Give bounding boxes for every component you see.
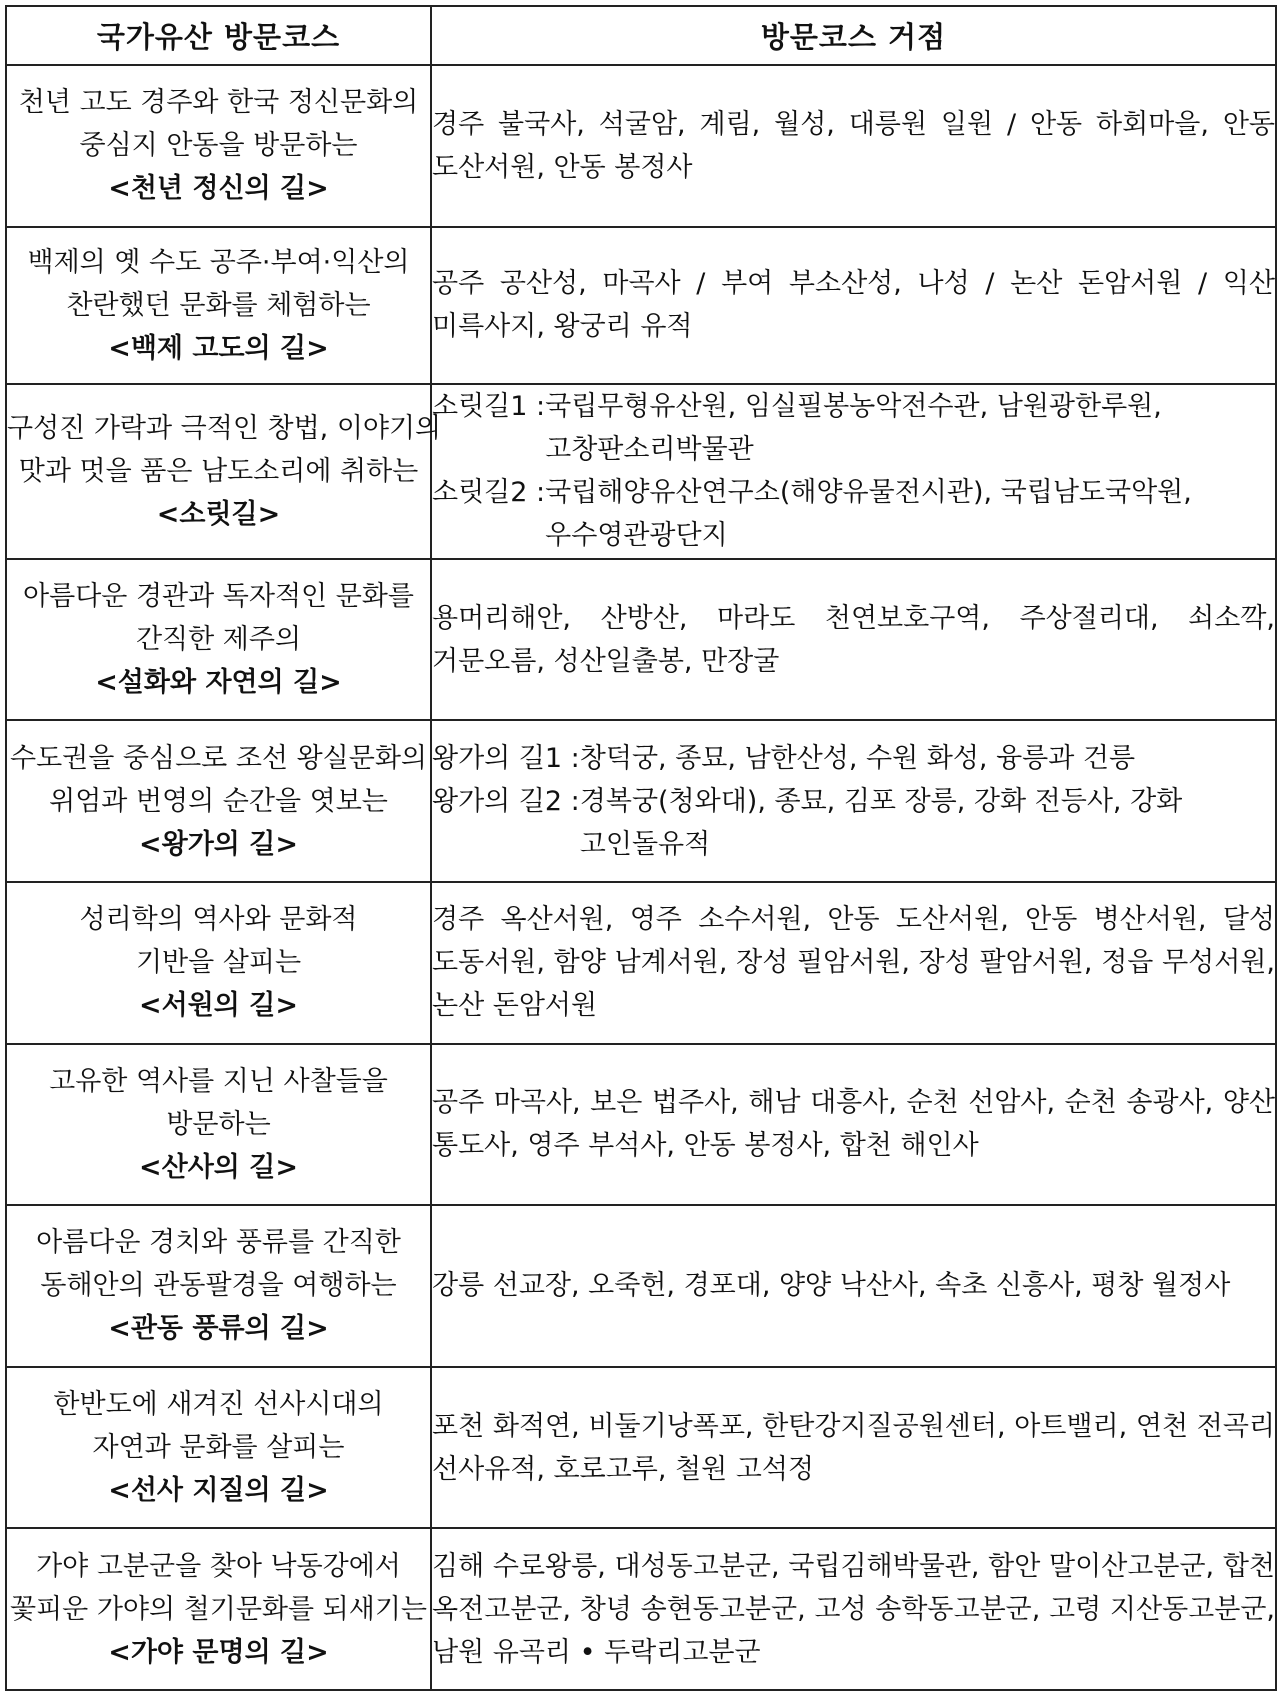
sub-route (432, 780, 1275, 866)
sites-cell: 공주 마곡사, 보은 법주사, 해남 대흥사, 순천 선암사, 순천 송광사, 양산 통도사, 영주 부석사, 안동 봉정사, 합천 해인사 (431, 1044, 1276, 1206)
course-name: <소릿길> (156, 498, 281, 530)
course-cell (6, 882, 431, 1044)
course-cell (6, 1367, 431, 1529)
course-description: 천년 고도 경주와 한국 정신문화의 (18, 87, 419, 119)
sub-route (432, 385, 1275, 471)
course-description: 한반도에 새겨진 선사시대의 (53, 1389, 384, 1421)
sites-cell: 용머리해안, 산방산, 마라도 천연보호구역, 주상절리대, 쇠소깍, 거문오름, 성산일출봉, 만장굴 (431, 559, 1276, 721)
course-name: <가야 문명의 길> (108, 1636, 329, 1668)
sites-cell (431, 720, 1276, 882)
sub-route-sites: 경복궁(청와대), 종묘, 김포 장릉, 강화 전등사, 강화 고인돌유적 (579, 785, 1183, 860)
sites-cell: 김해 수로왕릉, 대성동고분군, 국립김해박물관, 함안 말이산고분군, 합천 옥전고분군, 창녕 송현동고분군, 고성 송학동고분군, 고령 지산동고분군, 남원 유곡리 • 두락리고분군 (431, 1528, 1276, 1690)
course-name: <산사의 길> (139, 1151, 298, 1183)
course-cell (6, 1528, 431, 1690)
sites-cell: 경주 옥산서원, 영주 소수서원, 안동 도산서원, 안동 병산서원, 달성 도동서원, 함양 남계서원, 장성 필암서원, 장성 팔암서원, 정읍 무성서원, 논산 돈암서원 (431, 882, 1276, 1044)
course-name: <백제 고도의 길> (108, 332, 329, 364)
course-name: <관동 풍류의 길> (108, 1313, 329, 1345)
sub-route-label: 소릿길2 : (432, 477, 546, 509)
sub-route-label: 왕가의 길2 : (432, 785, 580, 817)
course-name: <천년 정신의 길> (108, 173, 329, 205)
course-cell (6, 720, 431, 882)
course-cell (6, 65, 431, 227)
course-cell (6, 1044, 431, 1206)
course-description: 방문하는 (166, 1108, 271, 1140)
course-name: <왕가의 길> (139, 828, 298, 860)
course-name: <서원의 길> (139, 990, 298, 1022)
sub-route-label: 소릿길1 : (432, 391, 546, 423)
course-description: 아름다운 경치와 풍류를 간직한 (36, 1227, 401, 1259)
sub-route-sites: 창덕궁, 종묘, 남한산성, 수원 화성, 융릉과 건릉 (579, 742, 1136, 774)
course-cell (6, 384, 442, 559)
sub-route (432, 737, 1275, 780)
course-description: 성리학의 역사와 문화적 (79, 904, 358, 936)
course-description: 맛과 멋을 품은 남도소리에 취하는 (18, 455, 419, 487)
table-row (6, 720, 1276, 882)
course-description: 간직한 제주의 (135, 624, 302, 656)
course-name: <설화와 자연의 길> (95, 667, 342, 699)
course-description: 백제의 옛 수도 공주·부여·익산의 (27, 246, 410, 278)
table-row (6, 1205, 1276, 1367)
header-course: 국가유산 방문코스 (6, 6, 431, 65)
table-row (6, 559, 1276, 721)
course-description: 고유한 역사를 지닌 사찰들을 (49, 1065, 388, 1097)
course-cell (6, 227, 431, 385)
course-description: 찬란했던 문화를 체험하는 (66, 289, 371, 321)
course-description: 자연과 문화를 살피는 (92, 1432, 345, 1464)
heritage-course-table (5, 5, 1277, 1691)
sub-route-label: 왕가의 길1 : (432, 742, 580, 774)
sub-route (432, 471, 1275, 557)
course-cell (6, 559, 431, 721)
table-row (6, 1367, 1276, 1529)
course-description: 수도권을 중심으로 조선 왕실문화의 (10, 742, 427, 774)
sites-cell (431, 384, 1276, 559)
sub-route-sites: 국립무형유산원, 임실필봉농악전수관, 남원광한루원, 고창판소리박물관 (545, 391, 1162, 466)
course-description: 꽃피운 가야의 철기문화를 되새기는 (10, 1593, 427, 1625)
course-description: 기반을 살피는 (135, 947, 302, 979)
course-description: 구성진 가락과 극적인 창법, 이야기의 (7, 412, 442, 444)
sites-cell: 공주 공산성, 마곡사 / 부여 부소산성, 나성 / 논산 돈암서원 / 익산 미륵사지, 왕궁리 유적 (431, 227, 1276, 385)
course-cell (6, 1205, 431, 1367)
table-row (6, 227, 1276, 385)
sites-cell: 강릉 선교장, 오죽헌, 경포대, 양양 낙산사, 속초 신흥사, 평창 월정사 (431, 1205, 1276, 1367)
sites-cell: 포천 화적연, 비둘기낭폭포, 한탄강지질공원센터, 아트밸리, 연천 전곡리 선사유적, 호로고루, 철원 고석정 (431, 1367, 1276, 1529)
course-description: 가야 고분군을 찾아 낙동강에서 (36, 1550, 401, 1582)
course-description: 중심지 안동을 방문하는 (79, 130, 358, 162)
sub-route-sites: 국립해양유산연구소(해양유물전시관), 국립남도국악원, 우수영관광단지 (545, 477, 1192, 552)
table-row (6, 65, 1276, 227)
table-row (6, 384, 1276, 559)
course-description: 아름다운 경관과 독자적인 문화를 (23, 581, 414, 613)
course-description: 위엄과 번영의 순간을 엿보는 (49, 785, 388, 817)
header-sites: 방문코스 거점 (431, 6, 1276, 65)
course-description: 동해안의 관동팔경을 여행하는 (40, 1270, 397, 1302)
table-row (6, 882, 1276, 1044)
table-row (6, 1044, 1276, 1206)
course-name: <선사 지질의 길> (108, 1475, 329, 1507)
sites-cell: 경주 불국사, 석굴암, 계림, 월성, 대릉원 일원 / 안동 하회마을, 안동 도산서원, 안동 봉정사 (431, 65, 1276, 227)
table-row (6, 1528, 1276, 1690)
